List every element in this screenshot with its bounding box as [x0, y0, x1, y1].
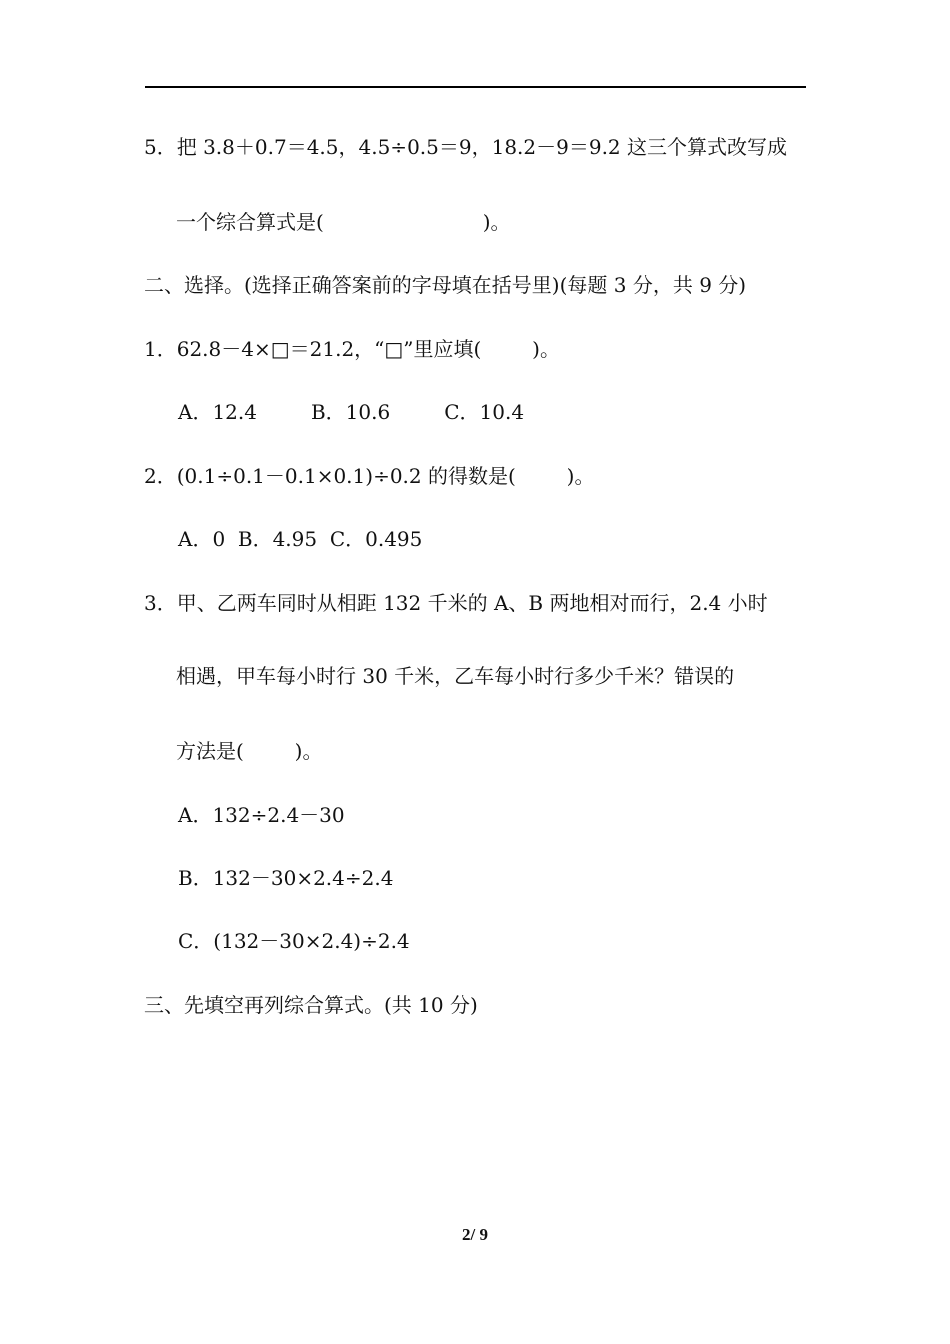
- section-2-heading: 二、选择。(选择正确答案前的字母填在括号里)(每题 3 分，共 9 分): [144, 273, 747, 297]
- option-b: B．10.6: [310, 400, 391, 424]
- question-5-line-1: 5．把 3.8＋0.7＝4.5，4.5÷0.5＝9，18.2－9＝9.2 这三个算式改写成: [144, 135, 788, 159]
- question-2-3-line-2: 相遇，甲车每小时行 30 千米，乙车每小时行多少千米？错误的: [176, 664, 735, 688]
- page-number: 2/ 9: [462, 1225, 488, 1244]
- question-2-3-option-b: B．132－30×2.4÷2.4: [178, 866, 394, 890]
- question-2-3-line-3: 方法是( )。: [176, 739, 323, 763]
- question-2-2-text: 2．(0.1÷0.1－0.1×0.1)÷0.2 的得数是( )。: [144, 464, 595, 488]
- question-2-3-line-1: 3．甲、乙两车同时从相距 132 千米的 A、B 两地相对而行，2.4 小时: [144, 591, 768, 615]
- question-2-2-options: A．0 B．4.95 C．0.495: [178, 527, 423, 551]
- option-a: A．12.4: [178, 400, 257, 424]
- question-2-3-option-c: C．(132－30×2.4)÷2.4: [178, 929, 410, 953]
- question-2-1-options: [178, 399, 524, 425]
- question-2-3-option-a: A．132÷2.4－30: [178, 803, 345, 827]
- section-3-heading: 三、先填空再列综合算式。(共 10 分): [144, 993, 478, 1017]
- question-2-1-text: 1．62.8－4×□＝21.2，“□”里应填( )。: [144, 337, 560, 361]
- option-c: C．10.4: [444, 400, 525, 424]
- question-5-line-2: 一个综合算式是( )。: [176, 210, 511, 234]
- header-rule: [145, 86, 806, 88]
